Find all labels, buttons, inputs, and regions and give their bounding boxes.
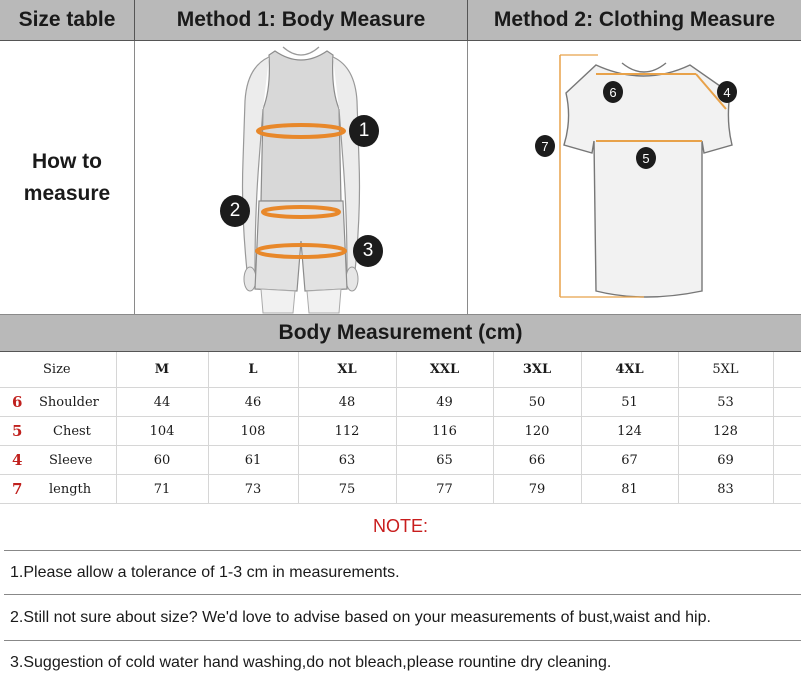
table-cell: 75 bbox=[298, 475, 396, 504]
body-measure-cell bbox=[135, 41, 468, 315]
size-table bbox=[0, 352, 801, 504]
size-table-header-row bbox=[0, 352, 801, 388]
row-number: 6 bbox=[0, 388, 33, 417]
table-row bbox=[0, 388, 801, 417]
table-row bbox=[0, 446, 801, 475]
size-col-empty bbox=[773, 352, 801, 388]
row-label: Chest bbox=[33, 417, 116, 446]
marker-3: 3 bbox=[353, 235, 383, 267]
table-cell: 120 bbox=[493, 417, 581, 446]
tshirt-illustration bbox=[468, 41, 801, 315]
table-cell: 83 bbox=[678, 475, 773, 504]
table-cell: 65 bbox=[396, 446, 493, 475]
size-col-5xl: 5XL bbox=[678, 352, 773, 388]
table-cell: 81 bbox=[581, 475, 678, 504]
table-row bbox=[0, 417, 801, 446]
method1-header: Method 1: Body Measure bbox=[135, 0, 468, 41]
size-header-label: Size bbox=[33, 352, 116, 388]
marker-5: 5 bbox=[636, 147, 656, 169]
measure-label: measure bbox=[23, 181, 111, 205]
size-col-m: M bbox=[116, 352, 208, 388]
table-cell: 79 bbox=[493, 475, 581, 504]
table-cell: 60 bbox=[116, 446, 208, 475]
marker-4: 4 bbox=[717, 81, 737, 103]
row-number: 5 bbox=[0, 417, 33, 446]
row-label: length bbox=[33, 475, 116, 504]
size-header-spacer bbox=[0, 352, 33, 388]
size-col-xl: XL bbox=[298, 352, 396, 388]
table-cell: 71 bbox=[116, 475, 208, 504]
row-label: Shoulder bbox=[33, 388, 116, 417]
size-table-header: Size table bbox=[0, 0, 135, 41]
body-figure-illustration bbox=[135, 41, 468, 315]
marker-6: 6 bbox=[603, 81, 623, 103]
table-cell: 53 bbox=[678, 388, 773, 417]
marker-1: 1 bbox=[349, 115, 379, 147]
row-number: 4 bbox=[0, 446, 33, 475]
clothing-measure-cell bbox=[468, 41, 801, 315]
table-cell: 61 bbox=[208, 446, 298, 475]
note-title-text: NOTE: bbox=[372, 515, 428, 536]
table-cell: 44 bbox=[116, 388, 208, 417]
table-cell-empty bbox=[773, 388, 801, 417]
how-to-measure-cell bbox=[0, 41, 135, 315]
table-cell: 128 bbox=[678, 417, 773, 446]
table-cell: 49 bbox=[396, 388, 493, 417]
table-cell: 63 bbox=[298, 446, 396, 475]
table-cell: 66 bbox=[493, 446, 581, 475]
note-line-2: 2.Still not sure about size? We'd love to advise based on your measurements of bust,waist and hip. bbox=[4, 594, 801, 640]
how-to-label: How to bbox=[32, 149, 102, 173]
marker-7: 7 bbox=[535, 135, 555, 157]
table-cell-empty bbox=[773, 417, 801, 446]
table-cell: 51 bbox=[581, 388, 678, 417]
size-col-3xl: 3XL bbox=[493, 352, 581, 388]
table-cell: 116 bbox=[396, 417, 493, 446]
table-cell: 124 bbox=[581, 417, 678, 446]
method2-header: Method 2: Clothing Measure bbox=[468, 0, 801, 41]
table-cell-empty bbox=[773, 446, 801, 475]
note-title bbox=[0, 505, 801, 547]
table-cell: 46 bbox=[208, 388, 298, 417]
table-cell: 48 bbox=[298, 388, 396, 417]
body-measurement-band: Body Measurement (cm) bbox=[0, 315, 801, 352]
marker-2: 2 bbox=[220, 195, 250, 227]
size-col-l: L bbox=[208, 352, 298, 388]
table-cell: 108 bbox=[208, 417, 298, 446]
table-cell: 73 bbox=[208, 475, 298, 504]
table-cell: 67 bbox=[581, 446, 678, 475]
note-line-3: 3.Suggestion of cold water hand washing,do not bleach,please rountine dry cleaning. bbox=[4, 640, 801, 684]
size-col-4xl: 4XL bbox=[581, 352, 678, 388]
row-label: Sleeve bbox=[33, 446, 116, 475]
size-col-xxl: XXL bbox=[396, 352, 493, 388]
table-cell: 112 bbox=[298, 417, 396, 446]
table-cell: 77 bbox=[396, 475, 493, 504]
table-cell: 69 bbox=[678, 446, 773, 475]
row-number: 7 bbox=[0, 475, 33, 504]
table-cell-empty bbox=[773, 475, 801, 504]
table-row bbox=[0, 475, 801, 504]
table-cell: 104 bbox=[116, 417, 208, 446]
table-cell: 50 bbox=[493, 388, 581, 417]
note-line-1: 1.Please allow a tolerance of 1-3 cm in measurements. bbox=[4, 550, 801, 594]
